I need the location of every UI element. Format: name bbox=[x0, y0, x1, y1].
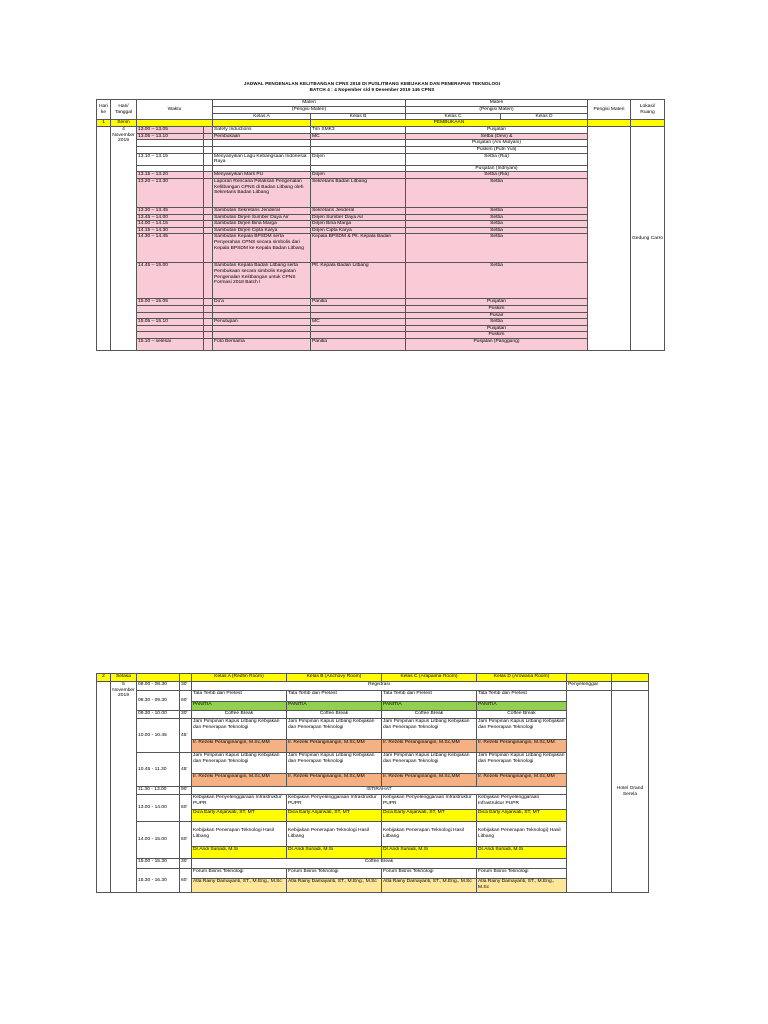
panitia-b: PANITIA bbox=[287, 702, 382, 711]
table-row-time: 10.00 - 10.45 bbox=[137, 719, 180, 753]
sesi3-speaker-b: Dica Early Anjarwati, ST, MT bbox=[287, 810, 382, 822]
table-row-time: 15.00 – 15.05 bbox=[137, 299, 204, 306]
header-kelas-d-room: Kelas D (Arowana Room) bbox=[477, 674, 567, 682]
header-materi-cd: Materi bbox=[406, 100, 588, 107]
header-pengisi-ab: (Pengisi Materi) bbox=[213, 107, 406, 114]
table-row-activity: Sambutan Sekretaris Jenderal bbox=[213, 207, 311, 214]
sesi1-speaker-b: Ir. Rezeki Peranginangin, M.Sc,MM bbox=[287, 740, 382, 753]
table-row-cd: Pusjatan (Panggung) bbox=[406, 338, 588, 350]
table-row-speaker: MC bbox=[311, 319, 406, 326]
table-row-activity: Sambutan Dirjen Bina Marga bbox=[213, 221, 311, 228]
table-row-cd: Pusjatan bbox=[406, 127, 588, 134]
sesi5-speaker-b: Atla Rainy Damayanti, ST., M.Eng., M.Sc bbox=[287, 879, 382, 893]
table-row-duration: 30' bbox=[180, 682, 192, 691]
sesi1-a: Jam Pimpinan Kapus Litbang Kebijakan dan Penerapan Teknologi bbox=[192, 719, 287, 740]
sesi3-b: Kebijakan Penyelenggaraan Infrastruktur PUPR bbox=[287, 795, 382, 810]
header-hari-tanggal: Hari/ Tanggal bbox=[111, 100, 137, 120]
sesi3-d: Kebijakan Penyelenggaraan Infrastruktur PUPR bbox=[477, 795, 567, 810]
table-row-activity: Do'a bbox=[213, 299, 311, 306]
table-row-time: 08.30 - 09.30 bbox=[137, 691, 180, 711]
table-row-cd: Setba bbox=[406, 207, 588, 214]
table-row-cd: Pusair bbox=[406, 312, 588, 319]
sesi4-speaker-c: Dr.Andi Suriadi, M.Si bbox=[382, 847, 477, 859]
table-row-time: 13.00 – 13.05 bbox=[137, 127, 204, 134]
table-row-activity: Safety Inductions bbox=[213, 127, 311, 134]
registrasi-label: Registrasi bbox=[192, 682, 567, 691]
sesi4-b: Kebijakan Penerapan Teknologi Hasil Litbang bbox=[287, 822, 382, 847]
sesi1-d: Jam Pimpinan Kapus Litbang Kebijakan dan Penerapan Teknologi bbox=[477, 719, 567, 740]
table-row-time: 14.15 – 14.30 bbox=[137, 227, 204, 234]
coffee-break-c: Coffee Break bbox=[382, 711, 477, 719]
day-date: 4 November 2019 bbox=[111, 127, 137, 351]
table-row-cd: Setba bbox=[406, 214, 588, 221]
table-row-duration: 60' bbox=[180, 869, 192, 893]
istirahat-label: ISTIRAHAT bbox=[192, 787, 567, 795]
header-waktu: Waktu bbox=[137, 100, 213, 120]
coffee-break-a: Coffee Break bbox=[192, 711, 287, 719]
panitia-d: PANITIA bbox=[477, 702, 567, 711]
sesi5-d: Forum Bisnis Teknologi bbox=[477, 869, 567, 879]
title-line-1: JADWAL PENGENALAN KELITBANGAN CPNS 2018 DI PUSLITBANG KEBIJAKAN DAN PENERAPAN TEKNOLOGI bbox=[243, 81, 501, 86]
sesi3-speaker-c: Dica Early Anjarwati, ST, MT bbox=[382, 810, 477, 822]
header-hari-ke: Hari ke bbox=[97, 100, 111, 120]
table-row-duration: 30' bbox=[180, 859, 192, 869]
table-row-time: 13.45 – 14.00 bbox=[137, 214, 204, 221]
table-row-duration: 60' bbox=[180, 822, 192, 859]
table-row-duration: 60' bbox=[180, 795, 192, 822]
table-row-time: 13.20 – 13.30 bbox=[137, 178, 204, 207]
table-row-time: 08.00 - 08.30 bbox=[137, 682, 180, 691]
sesi5-speaker-d: Atla Rainy Damayanti, ST., M.Eng., M.Sc bbox=[477, 879, 567, 893]
sesi4-speaker-b: Dr.Andi Suriadi, M.Si bbox=[287, 847, 382, 859]
sesi4-a: Kebijakan Penerapan Teknologi Hasil Litbang bbox=[192, 822, 287, 847]
header-pengisi-materi: Pengisi Materi bbox=[588, 100, 631, 120]
table-row-activity: Sambutan Dirjen Cipta Karya bbox=[213, 227, 311, 234]
sesi4-speaker-a: Dr.Andi Suriadi, M.Si bbox=[192, 847, 287, 859]
pembukaan-label: PEMBUKAAN bbox=[311, 120, 588, 127]
sesi5-a: Forum Bisnis Teknologi bbox=[192, 869, 287, 879]
sesi1-speaker-c: Ir. Rezeki Peranginangin, M.Sc,MM bbox=[382, 740, 477, 753]
table-row-activity: Sambutan Dirjen Sumber Daya Air bbox=[213, 214, 311, 221]
table-row-speaker: Dirjen bbox=[311, 172, 406, 179]
table-row-cd: Setba (Ria) bbox=[406, 153, 588, 165]
sesi2-c: Jam Pimpinan Kapus Litbang Kebijakan dan Penerapan Teknologi bbox=[382, 753, 477, 774]
table-row-cd: Puskim bbox=[406, 332, 588, 339]
header-pengisi-cd: (Pengisi Materi) bbox=[406, 107, 588, 114]
sesi3-a: Kebijakan Penyelenggaraan Infrastruktur PUPR bbox=[192, 795, 287, 810]
table-row-activity: Sambutan Kepala Badan Litbang serta Pembukaan secara simbolis Kegiatan Pengenalan Kelitbangan untuk CPNS Formasi 2018 Batch I bbox=[213, 263, 311, 299]
coffee-break-d: Coffee Break bbox=[477, 711, 567, 719]
header-kelas-d: Kelas D bbox=[501, 113, 588, 120]
table-row-speaker: Dirjen Bina Marga bbox=[311, 221, 406, 228]
table-row-speaker: Dirjen Sumber Daya Air bbox=[311, 214, 406, 221]
table-row-time: 15.30 - 16.30 bbox=[137, 869, 180, 893]
sesi2-speaker-a: Ir. Rezeki Peranginangin, M.Sc,MM bbox=[192, 774, 287, 787]
table-row-time: 15.00 - 15.30 bbox=[137, 859, 180, 869]
table-row-speaker: Plt. Kepala Badan Litbang bbox=[311, 263, 406, 299]
table-row-time: 13.30 – 13.45 bbox=[137, 207, 204, 214]
header-lokasi: Lokasi/ Ruang bbox=[631, 100, 665, 120]
table-row-cd: Setba bbox=[406, 178, 588, 207]
lokasi-day-2: Hotel Grand Serela bbox=[612, 691, 649, 893]
table-row-speaker: Panitia bbox=[311, 338, 406, 350]
table-row-activity: Menyanyikan Mars PU bbox=[213, 172, 311, 179]
table-row-speaker: Sekretaris Jenderal bbox=[311, 207, 406, 214]
tata-tertib-c: Tata Tertib dan Pretest bbox=[382, 691, 477, 702]
sesi2-d: Jam Pimpinan Kapus Litbang Kebijakan dan Penerapan Teknologi bbox=[477, 753, 567, 774]
table-row-cd: Pusjatan bbox=[406, 299, 588, 306]
table-row-time: 15.05 – 15.10 bbox=[137, 319, 204, 326]
tata-tertib-b: Tata Tertib dan Pretest bbox=[287, 691, 382, 702]
sesi4-c: Kebijakan Penerapan Teknologi Hasil Litbang bbox=[382, 822, 477, 847]
table-row-duration: 45' bbox=[180, 719, 192, 753]
coffee-break-b: Coffee Break bbox=[287, 711, 382, 719]
schedule-table-day-2 bbox=[96, 673, 649, 893]
day-name: Senin bbox=[111, 120, 137, 127]
day-2-name: Selasa bbox=[111, 674, 137, 682]
sesi2-speaker-b: Ir. Rezeki Peranginangin, M.Sc,MM bbox=[287, 774, 382, 787]
table-row-time: 14.00 - 15.00 bbox=[137, 822, 180, 859]
header-materi-ab: Materi bbox=[213, 100, 406, 107]
day-2-number: 2 bbox=[97, 674, 111, 682]
sesi3-c: Kebijakan Penyelenggaraan Infrastruktur PUPR bbox=[382, 795, 477, 810]
table-row-speaker: Dirjen Cipta Karya bbox=[311, 227, 406, 234]
table-row-duration: 45' bbox=[180, 753, 192, 787]
sesi2-b: Jam Pimpinan Kapus Litbang Kebijakan dan Penerapan Teknologi bbox=[287, 753, 382, 774]
panitia-a: PANITIA bbox=[192, 702, 287, 711]
day-number: 1 bbox=[97, 120, 111, 127]
sesi4-speaker-d: Dr.Andi Suriadi, M.Si bbox=[477, 847, 567, 859]
table-row-time: 13.05 – 13.10 bbox=[137, 133, 204, 140]
panitia-c: PANITIA bbox=[382, 702, 477, 711]
table-row-cd: Setba bbox=[406, 227, 588, 234]
table-row-cd: Puskim (Putri Yuli) bbox=[406, 146, 588, 153]
table-row-time: 10.45 - 11.30 bbox=[137, 753, 180, 787]
table-row-time: 13.15 – 13.20 bbox=[137, 172, 204, 179]
table-row-cd: Puskim bbox=[406, 305, 588, 312]
day-2-date: 5 November 2019 bbox=[111, 682, 137, 893]
header-kelas-c: Kelas C bbox=[406, 113, 501, 120]
coffee-break-2: Coffee Break bbox=[192, 859, 567, 869]
table-row-activity: Foto Bersama bbox=[213, 338, 311, 350]
table-row-duration: 90' bbox=[180, 787, 192, 795]
penyelenggara-label: Penyelenggar bbox=[567, 682, 612, 691]
table-row-activity: Penutupan bbox=[213, 319, 311, 326]
tata-tertib-d: Tata Tertib dan Pretest bbox=[477, 691, 567, 702]
table-row-time: 15.10 – selesai bbox=[137, 338, 204, 350]
table-row-time: 14.45 – 15.00 bbox=[137, 263, 204, 299]
lokasi-day-1: Gedung Carro bbox=[631, 127, 665, 351]
sesi5-speaker-a: Atla Rainy Damayanti, ST., M.Eng., M.Sc bbox=[192, 879, 287, 893]
table-row-cd: Setba (Devi) & bbox=[406, 133, 588, 140]
table-row-duration: 60' bbox=[180, 691, 192, 711]
sesi2-speaker-d: Ir. Rezeki Peranginangin, M.Sc,MM bbox=[477, 774, 567, 787]
title-line-2: BATCH 4 : 4 Nopember s/d 9 Desember 2019 146 CPNS bbox=[309, 87, 435, 92]
table-row-time: 11.30 - 13.00 bbox=[137, 787, 180, 795]
sesi2-a: Jam Pimpinan Kapus Litbang Kebijakan dan Penerapan Teknologi bbox=[192, 753, 287, 774]
table-row-time: 13.10 – 13.15 bbox=[137, 153, 204, 165]
sesi5-b: Forum Bisnis Teknologi bbox=[287, 869, 382, 879]
sesi3-speaker-a: Dica Early Anjarwati, ST, MT bbox=[192, 810, 287, 822]
schedule-table-day-1 bbox=[96, 99, 665, 351]
sesi3-speaker-d: Dica Early Anjarwati, ST, MT bbox=[477, 810, 567, 822]
table-row-duration: 30' bbox=[180, 711, 192, 719]
table-row-speaker: Panitia bbox=[311, 299, 406, 306]
table-row-cd: Setba bbox=[406, 221, 588, 228]
table-row-activity: Sambutan Kepala BPSDM serta Penyerahan CPNS secara simbolis dari Kepala BPSDM ke Kepala Badan Litbang bbox=[213, 234, 311, 263]
table-row-speaker: Tim SMK3 bbox=[311, 127, 406, 134]
header-kelas-a: Kelas A bbox=[213, 113, 311, 120]
table-row-cd: Setba (Ria) bbox=[406, 172, 588, 179]
table-row-cd: Setba bbox=[406, 319, 588, 326]
table-row-speaker: Sekretaris Badan Litbang bbox=[311, 178, 406, 207]
table-row-cd: Pusjatan (Indriyani) bbox=[406, 165, 588, 172]
table-row-cd: Pusjatan (Ani Mulyani) bbox=[406, 140, 588, 147]
table-row-cd: Setba bbox=[406, 234, 588, 263]
table-row-time: 09.30 - 10.00 bbox=[137, 711, 180, 719]
sesi4-d: Kebijakan Penerapan Teknologi) Hasil Litbang bbox=[477, 822, 567, 847]
table-row-time: 13.00 - 14.00 bbox=[137, 795, 180, 822]
sesi1-speaker-d: Ir. Rezeki Peranginangin, M.Sc,MM bbox=[477, 740, 567, 753]
tata-tertib-a: Tata Tertib dan Pretest bbox=[192, 691, 287, 702]
sesi1-b: Jam Pimpinan Kapus Litbang Kebijakan dan Penerapan Teknologi bbox=[287, 719, 382, 740]
table-row-time: 14.00 – 14.15 bbox=[137, 221, 204, 228]
table-row-cd: Setba bbox=[406, 263, 588, 299]
header-kelas-b: Kelas B bbox=[311, 113, 406, 120]
header-kelas-a-room: Kelas A (Redfin Room) bbox=[192, 674, 287, 682]
header-kelas-b-room: Kelas B (Anchovy Room) bbox=[287, 674, 382, 682]
table-row-cd: Pusjatan bbox=[406, 325, 588, 332]
table-row-speaker: Dirjen bbox=[311, 153, 406, 165]
table-row-activity: Laporan Rencana Pelaksan Pengenalan Kelitbangan CPNS di Badan Litbang oleh Sekretaris Badan Litbang bbox=[213, 178, 311, 207]
table-row-activity: Pembukaan bbox=[213, 133, 311, 140]
table-row-time: 14.30 – 14.45 bbox=[137, 234, 204, 263]
table-row-activity: Menyanyikan Lagu Kebangsaan Indonesia Raya bbox=[213, 153, 311, 165]
table-row-speaker: MC bbox=[311, 133, 406, 140]
sesi1-c: Jam Pimpinan Kapus Litbang Kebijakan dan Penerapan Teknologi bbox=[382, 719, 477, 740]
table-row-speaker: Kepala BPSDM & Plt. Kepala Badan bbox=[311, 234, 406, 263]
sesi1-speaker-a: Ir. Rezeki Peranginangin, M.Sc,MM bbox=[192, 740, 287, 753]
sesi5-speaker-c: Atla Rainy Damayanti, ST., M.Eng., M.Sc bbox=[382, 879, 477, 893]
header-kelas-c-room: Kelas C (Arapaima Room) bbox=[382, 674, 477, 682]
sesi5-c: Forum Bisnis Teknologi bbox=[382, 869, 477, 879]
sesi2-speaker-c: Ir. Rezeki Peranginangin, M.Sc,MM bbox=[382, 774, 477, 787]
